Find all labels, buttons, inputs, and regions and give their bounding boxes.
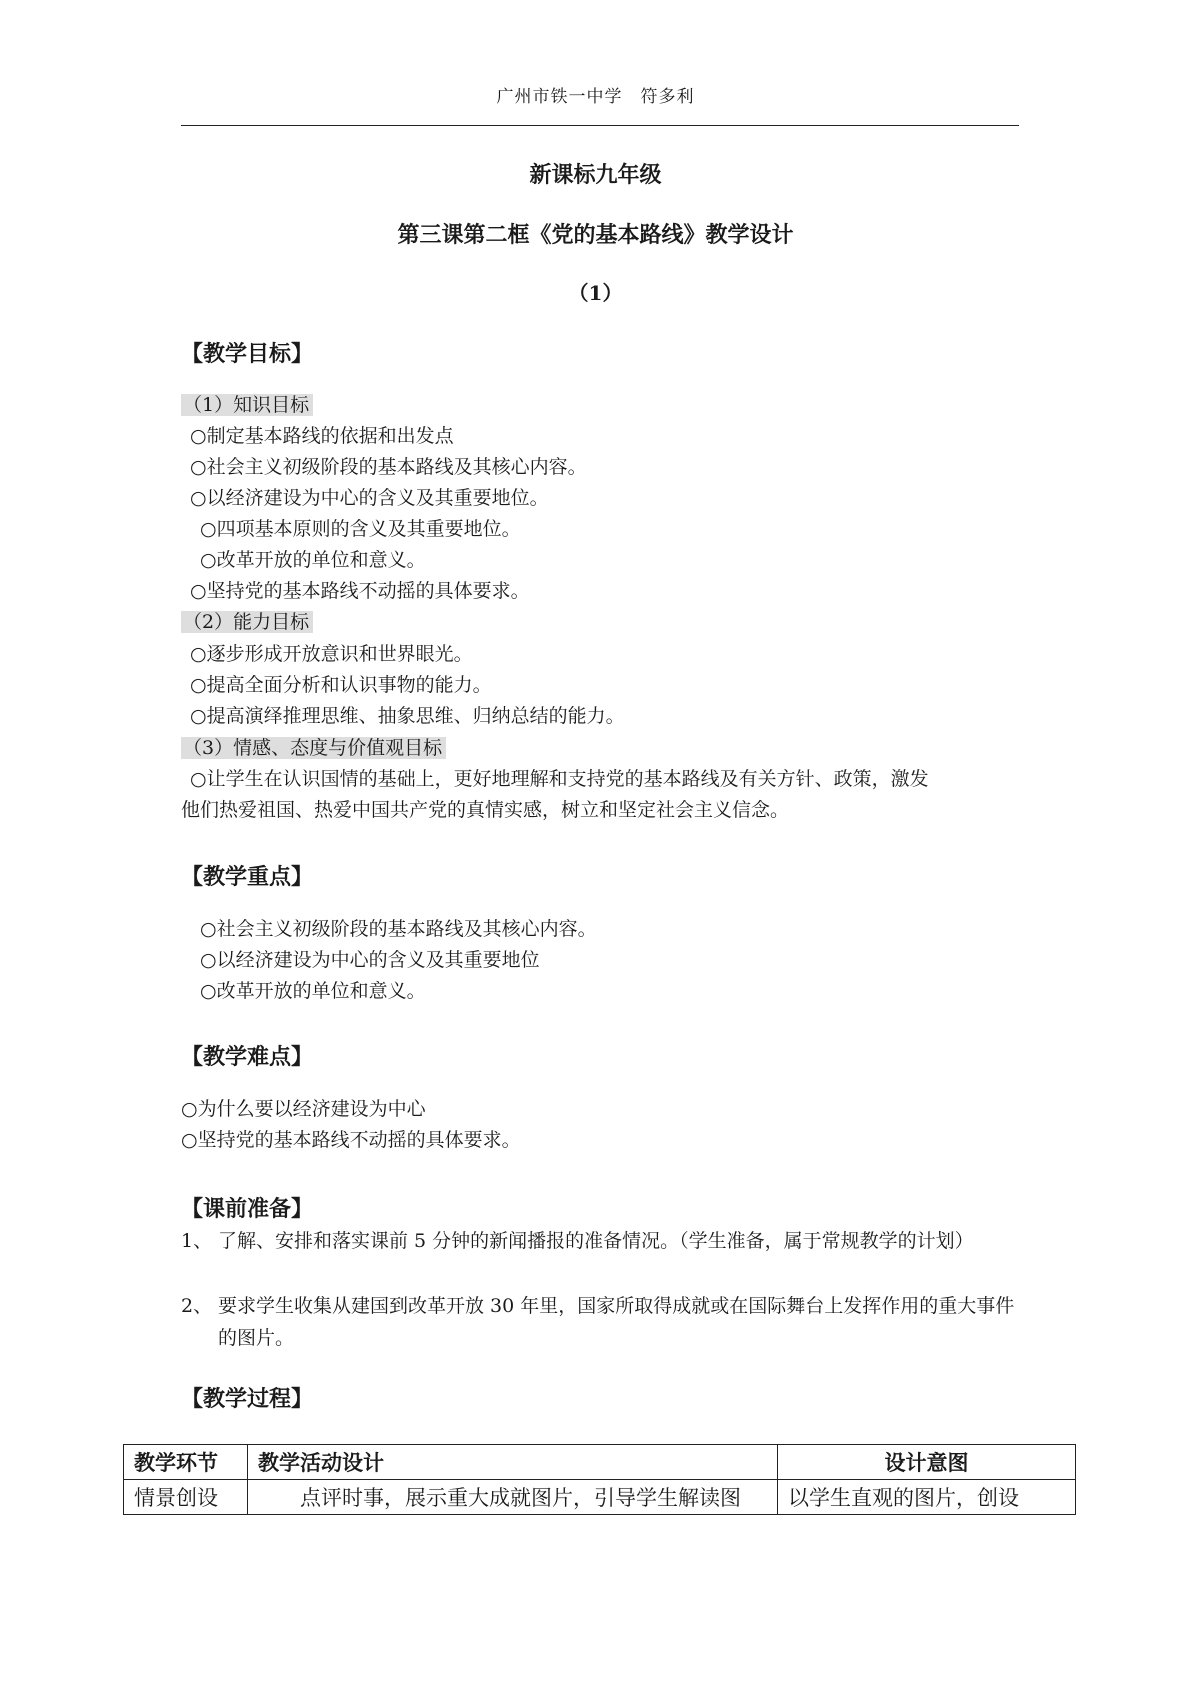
ability-item: ○提高演绎推理思维、抽象思维、归纳总结的能力。 [190,705,625,727]
emotion-goal-text-2: 他们热爱祖国、热爱中国共产党的真情实感，树立和坚定社会主义信念。 [181,799,790,821]
preparation-item-text: 了解、安排和落实课前 5 分钟的新闻播报的准备情况。（学生准备，属于常规教学的计划） [218,1230,974,1252]
process-table [123,1444,1076,1515]
preparation-item-text: 要求学生收集从建国到改革开放 30 年里，国家所取得成就或在国际舞台上发挥作用的重大事件的图片。 [218,1295,1015,1349]
preparation-item-number: 1、 [181,1230,213,1252]
key-point-item: ○改革开放的单位和意义。 [200,980,426,1002]
page-header: 广州市铁一中学 符多利 [496,87,695,107]
knowledge-item: ○坚持党的基本路线不动摇的具体要求。 [190,580,530,602]
knowledge-item: ○制定基本路线的依据和出发点 [190,425,454,447]
header-rule [181,125,1019,126]
knowledge-item: ○社会主义初级阶段的基本路线及其核心内容。 [190,456,587,478]
table-header-cell: 设计意图 [778,1445,1076,1480]
table-cell: 点评时事，展示重大成就图片，引导学生解读图 [248,1480,778,1515]
table-cell: 情景创设 [124,1480,248,1515]
ability-item: ○逐步形成开放意识和世界眼光。 [190,643,473,665]
section-difficult-points-heading: 【教学难点】 [181,1044,314,1070]
emotion-goal-label: （3）情感、态度与价值观目标 [181,735,446,761]
section-process-heading: 【教学过程】 [181,1386,314,1412]
table-header-cell: 教学环节 [124,1445,248,1480]
title-grade: 新课标九年级 [529,162,662,188]
title-lesson: 第三课第二框《党的基本路线》教学设计 [397,222,794,248]
difficult-point-item: ○为什么要以经济建设为中心 [181,1098,426,1120]
table-header-cell: 教学活动设计 [248,1445,778,1480]
key-point-item: ○社会主义初级阶段的基本路线及其核心内容。 [200,918,597,940]
table-row [124,1480,1076,1515]
emotion-goal-text-1: ○让学生在认识国情的基础上，更好地理解和支持党的基本路线及有关方针、政策，激发 [190,768,929,790]
section-key-points-heading: 【教学重点】 [181,864,314,890]
title-part: （1） [568,281,623,305]
section-goals-heading: 【教学目标】 [181,341,314,367]
table-cell: 以学生直观的图片，创设 [778,1480,1076,1515]
knowledge-item: ○以经济建设为中心的含义及其重要地位。 [190,487,549,509]
knowledge-item: ○四项基本原则的含义及其重要地位。 [200,518,521,540]
difficult-point-item: ○坚持党的基本路线不动摇的具体要求。 [181,1129,521,1151]
section-preparation-heading: 【课前准备】 [181,1196,314,1222]
table-header-row [124,1445,1076,1480]
preparation-item-number: 2、 [181,1295,213,1317]
ability-item: ○提高全面分析和认识事物的能力。 [190,674,492,696]
knowledge-goal-label: （1）知识目标 [181,392,313,418]
key-point-item: ○以经济建设为中心的含义及其重要地位 [200,949,540,971]
knowledge-item: ○改革开放的单位和意义。 [200,549,426,571]
ability-goal-label: （2）能力目标 [181,609,313,635]
